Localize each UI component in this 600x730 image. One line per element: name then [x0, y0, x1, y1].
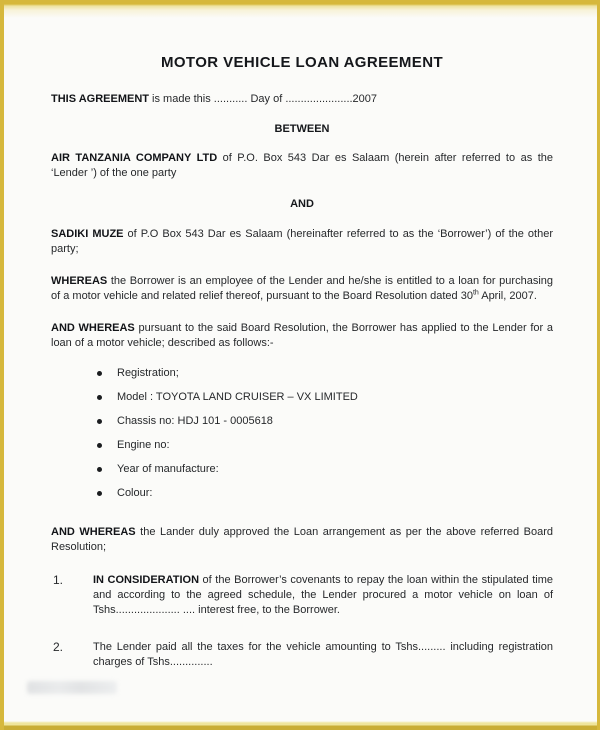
list-item [97, 486, 553, 501]
approval-text: the Lander duly approved the Loan arrangement as per the above referred Board Resolution; [51, 526, 553, 553]
ordinal-superscript: th [472, 289, 479, 297]
spec-colour: Colour: [117, 487, 153, 499]
page-border-bottom [0, 721, 600, 730]
clause-1-bold-label: IN CONSIDERATION [93, 574, 200, 586]
page-border-top [0, 0, 600, 18]
and-whereas-text: pursuant to the said Board Resolution, the Borrower has applied to the Lender for a loan of a motor vehicle; described as follows:- [51, 322, 553, 349]
clause-2-rest: The Lender paid all the taxes for the vehicle amounting to Tshs......... including registration charges of Tshs.............. [93, 641, 553, 668]
spec-engine: Engine no: [117, 439, 170, 451]
spec-year: Year of manufacture: [117, 463, 219, 475]
approval-bold-label: AND WHEREAS [51, 526, 136, 538]
clause-1 [51, 573, 553, 618]
clause-2-number: 2. [53, 640, 64, 654]
blurred-watermark [27, 681, 117, 694]
spec-model: Model : TOYOTA LAND CRUISER – VX LIMITED [117, 391, 358, 403]
document-title: MOTOR VEHICLE LOAN AGREEMENT [160, 54, 444, 71]
bullet-icon [97, 395, 102, 400]
clause-1-text [93, 573, 553, 618]
whereas-text-a: the Borrower is an employee of the Lender and he/she is entitled to a loan for purchasing of a motor vehicle and related relief thereof, pursuant to the Board Resolution dated 30 [51, 275, 553, 302]
bullet-icon [97, 443, 102, 448]
whereas-paragraph [51, 274, 553, 304]
and-whereas-approval-paragraph [51, 525, 553, 555]
spec-chassis: Chassis no: HDJ 101 - 0005618 [117, 415, 273, 427]
clause-2-text [93, 640, 553, 670]
clause-1-rest: of the Borrower’s covenants to repay the loan within the stipulated time and according to the agreed schedule, the Lender procured a motor vehicle on loan of Tshs..................... .... interest free, to the Borrower. [93, 574, 553, 616]
bullet-icon [97, 371, 102, 376]
whereas-text-b: April, 2007. [478, 290, 537, 302]
clause-2 [51, 640, 553, 670]
lender-text: of P.O. Box 543 Dar es Salaam (herein after referred to as the ‘Lender ’) of the one party [51, 152, 553, 179]
between-heading: BETWEEN [274, 123, 330, 135]
and-heading: AND [290, 198, 314, 210]
list-item [97, 390, 553, 405]
borrower-text: of P.O Box 543 Dar es Salaam (hereinafter referred to as the ‘Borrower’) of the other party; [51, 228, 553, 255]
list-item [97, 414, 553, 429]
bullet-icon [97, 419, 102, 424]
list-item [97, 462, 553, 477]
intro-paragraph [51, 92, 553, 107]
vehicle-specs-list [51, 366, 553, 501]
list-item [97, 438, 553, 453]
clause-1-number: 1. [53, 573, 64, 587]
lender-name: AIR TANZANIA COMPANY LTD [51, 152, 218, 164]
intro-bold-label: THIS AGREEMENT [51, 93, 149, 105]
bullet-icon [97, 491, 102, 496]
spec-registration: Registration; [117, 367, 179, 379]
document-content [51, 0, 553, 670]
list-item [97, 366, 553, 381]
bullet-icon [97, 467, 102, 472]
borrower-paragraph [51, 227, 553, 257]
intro-text: is made this ........... Day of ......................2007 [149, 93, 378, 105]
whereas-bold-label: WHEREAS [51, 275, 108, 287]
and-whereas-application-paragraph [51, 321, 553, 351]
page-border-left [0, 0, 4, 730]
and-whereas-bold-label: AND WHEREAS [51, 322, 135, 334]
borrower-name: SADIKI MUZE [51, 228, 124, 240]
lender-paragraph [51, 151, 553, 181]
